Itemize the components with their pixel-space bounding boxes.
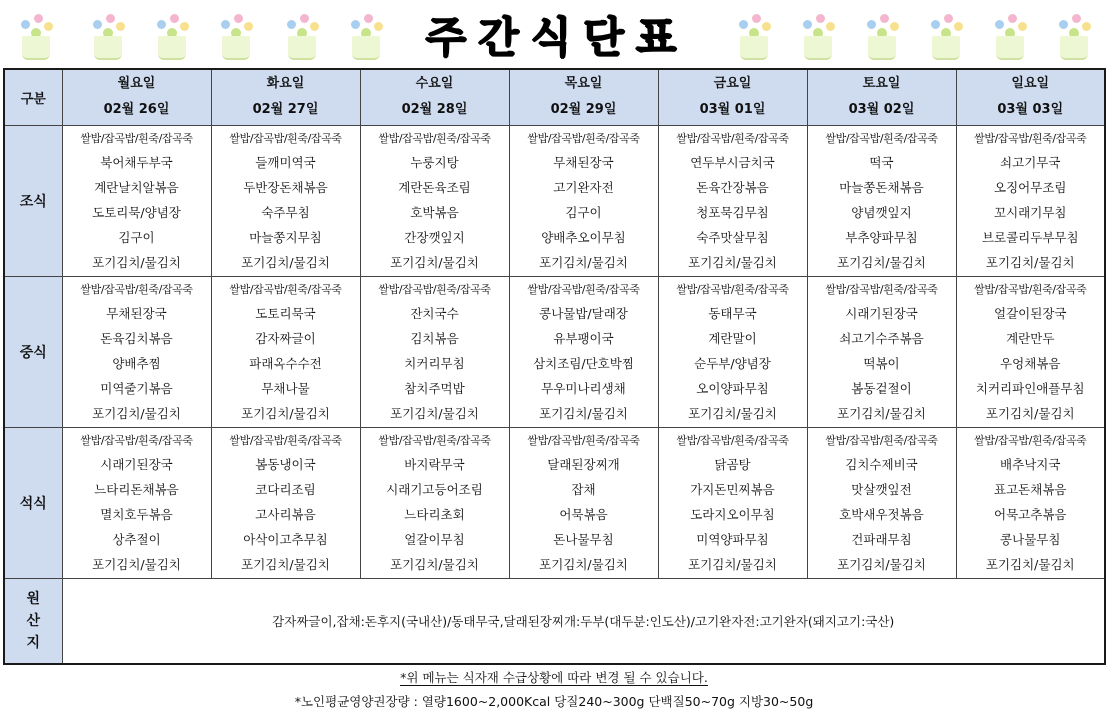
- menu-item: 포기김치/물김치: [241, 405, 330, 421]
- menu-item: 시래기고등어조림: [386, 481, 483, 497]
- staple-options: 쌀밥/잡곡밥/흰죽/잡곡죽: [229, 131, 342, 145]
- menu-item: 파래옥수수전: [249, 355, 322, 371]
- menu-item: 포기김치/물김치: [837, 405, 926, 421]
- day-name: 월요일: [117, 76, 156, 92]
- menu-item: 배추낙지국: [1000, 456, 1061, 472]
- menu-item: 봄동겉절이: [851, 380, 912, 396]
- day-header: [509, 69, 658, 125]
- menu-item: 쇠고기무국: [1000, 154, 1061, 170]
- menu-item: 잡채: [571, 481, 596, 497]
- menu-item: 순두부/양념장: [694, 355, 771, 371]
- flower-pot-icon: [216, 14, 256, 60]
- menu-item: 포기김치/물김치: [985, 405, 1075, 421]
- menu-item: 시래기된장국: [845, 305, 918, 321]
- menu-item: 상추절이: [112, 531, 161, 547]
- menu-item: 돈육간장볶음: [696, 179, 769, 195]
- menu-item: 닭곰탕: [714, 456, 751, 472]
- staple-options: 쌀밥/잡곡밥/흰죽/잡곡죽: [974, 282, 1087, 296]
- menu-item: 무채나물: [261, 380, 310, 396]
- menu-item: 포기김치/물김치: [688, 556, 777, 572]
- menu-item: 포기김치/물김치: [837, 556, 926, 572]
- menu-item: 포기김치/물김치: [92, 405, 181, 421]
- menu-item: 꼬시래기무침: [994, 204, 1067, 220]
- meal-row: [4, 125, 1105, 276]
- day-header: [956, 69, 1105, 125]
- meal-label: 중식: [4, 276, 62, 427]
- menu-item: 어묵고추볶음: [994, 506, 1067, 522]
- menu-item: 무채된장국: [106, 305, 167, 321]
- staple-options: 쌀밥/잡곡밥/흰죽/잡곡죽: [527, 433, 640, 447]
- day-header: [807, 69, 956, 125]
- menu-item: 시래기된장국: [100, 456, 173, 472]
- menu-cell: [360, 427, 509, 578]
- menu-cell: [360, 125, 509, 276]
- menu-cell: [956, 427, 1105, 578]
- menu-item: 미역줄기볶음: [100, 380, 173, 396]
- staple-options: 쌀밥/잡곡밥/흰죽/잡곡죽: [378, 433, 491, 447]
- menu-item: 양념깻잎지: [851, 204, 912, 220]
- flower-pot-icon: [152, 14, 192, 60]
- staple-options: 쌀밥/잡곡밥/흰죽/잡곡죽: [676, 433, 789, 447]
- menu-item: 멸치호두볶음: [100, 506, 173, 522]
- menu-item: 콩나물밥/달래장: [539, 305, 628, 321]
- menu-item: 건파래무침: [851, 531, 912, 547]
- menu-item: 오징어무조림: [994, 179, 1067, 195]
- menu-item: 맛살깻잎전: [851, 481, 912, 497]
- menu-cell: [807, 427, 956, 578]
- staple-options: 쌀밥/잡곡밥/흰죽/잡곡죽: [378, 282, 491, 296]
- menu-item: 양배추오이무침: [541, 229, 626, 245]
- day-name: 금요일: [713, 76, 752, 92]
- title-banner: [0, 0, 1108, 66]
- menu-item: 포기김치/물김치: [837, 254, 926, 270]
- menu-item: 부추양파무침: [845, 229, 918, 245]
- menu-cell: [658, 427, 807, 578]
- menu-item: 김구이: [118, 229, 155, 245]
- menu-item: 포기김치/물김치: [539, 405, 628, 421]
- page-title: 주간식단표: [425, 13, 689, 62]
- staple-options: 쌀밥/잡곡밥/흰죽/잡곡죽: [825, 433, 938, 447]
- menu-item: 호박볶음: [410, 204, 459, 220]
- staple-options: 쌀밥/잡곡밥/흰죽/잡곡죽: [825, 131, 938, 145]
- origin-label: [4, 578, 62, 664]
- day-date: 02월 27일: [252, 102, 319, 118]
- staple-options: 쌀밥/잡곡밥/흰죽/잡곡죽: [378, 131, 491, 145]
- menu-item: 참치주먹밥: [404, 380, 465, 396]
- menu-item: 포기김치/물김치: [92, 254, 181, 270]
- menu-item: 우엉채볶음: [1000, 355, 1061, 371]
- menu-item: 포기김치/물김치: [985, 556, 1075, 572]
- menu-cell: [62, 276, 211, 427]
- menu-item: 마늘쫑돈채볶음: [839, 179, 924, 195]
- meal-label: 조식: [4, 125, 62, 276]
- menu-item: 청포묵김무침: [696, 204, 769, 220]
- day-date: 03월 03일: [997, 102, 1064, 118]
- meal-row: [4, 276, 1105, 427]
- menu-item: 무우미나리생채: [541, 380, 626, 396]
- day-date: 03월 02일: [848, 102, 915, 118]
- staple-options: 쌀밥/잡곡밥/흰죽/잡곡죽: [80, 131, 193, 145]
- menu-item: 숙주맛살무침: [696, 229, 769, 245]
- menu-cell: [360, 276, 509, 427]
- menu-item: 계란날치알볶음: [94, 179, 179, 195]
- day-name: 일요일: [1011, 76, 1050, 92]
- menu-item: 오이양파무침: [696, 380, 769, 396]
- menu-cell: [509, 276, 658, 427]
- menu-item: 무채된장국: [553, 154, 614, 170]
- menu-item: 계란만두: [1006, 330, 1055, 346]
- day-header: [62, 69, 211, 125]
- menu-item: 얼갈이무침: [404, 531, 465, 547]
- menu-cell: [211, 125, 360, 276]
- menu-item: 포기김치/물김치: [241, 254, 330, 270]
- menu-cell: [807, 125, 956, 276]
- staple-options: 쌀밥/잡곡밥/흰죽/잡곡죽: [229, 433, 342, 447]
- menu-item: 느타리초회: [404, 506, 465, 522]
- staple-options: 쌀밥/잡곡밥/흰죽/잡곡죽: [676, 282, 789, 296]
- day-name: 목요일: [564, 76, 603, 92]
- menu-item: 미역양파무침: [696, 531, 769, 547]
- menu-item: 포기김치/물김치: [688, 405, 777, 421]
- staple-options: 쌀밥/잡곡밥/흰죽/잡곡죽: [527, 131, 640, 145]
- change-notice-text: *위 메뉴는 식자재 수급상황에 따라 변경 될 수 있습니다.: [400, 670, 708, 685]
- staple-options: 쌀밥/잡곡밥/흰죽/잡곡죽: [974, 131, 1087, 145]
- menu-item: 누룽지탕: [410, 154, 459, 170]
- menu-cell: [658, 276, 807, 427]
- flower-pot-icon: [798, 14, 838, 60]
- flower-pot-icon: [346, 14, 386, 60]
- menu-cell: [211, 427, 360, 578]
- origin-label-char: 산: [26, 612, 41, 629]
- menu-item: 연두부시금치국: [690, 154, 775, 170]
- meal-row: [4, 427, 1105, 578]
- menu-item: 돈육김치볶음: [100, 330, 173, 346]
- menu-item: 브로콜리두부무침: [981, 229, 1079, 245]
- day-name: 수요일: [415, 76, 454, 92]
- day-header: [658, 69, 807, 125]
- weekly-menu-table: [3, 68, 1106, 665]
- origin-label-char: 원: [26, 590, 41, 607]
- menu-item: 얼갈이된장국: [994, 305, 1067, 321]
- menu-item: 포기김치/물김치: [92, 556, 181, 572]
- menu-item: 쇠고기수주볶음: [839, 330, 924, 346]
- origin-text: 감자짜글이,잡채:돈후지(국내산)/동태무국,달래된장찌개:두부(대두분:인도산)/고기완자전:고기완자(돼지고기:국산): [62, 578, 1105, 664]
- menu-item: 김치볶음: [410, 330, 459, 346]
- menu-item: 포기김치/물김치: [539, 556, 628, 572]
- staple-options: 쌀밥/잡곡밥/흰죽/잡곡죽: [80, 433, 193, 447]
- day-header: [211, 69, 360, 125]
- menu-item: 감자짜글이: [255, 330, 316, 346]
- menu-item: 콩나물무침: [1000, 531, 1061, 547]
- menu-item: 계란말이: [708, 330, 757, 346]
- menu-item: 어묵볶음: [559, 506, 608, 522]
- menu-item: 북어채두부국: [100, 154, 173, 170]
- menu-item: 가지돈민찌볶음: [690, 481, 775, 497]
- menu-item: 도토리묵/양념장: [92, 204, 181, 220]
- menu-cell: [956, 125, 1105, 276]
- menu-cell: [509, 125, 658, 276]
- menu-item: 포기김치/물김치: [688, 254, 777, 270]
- menu-item: 삼치조림/단호박찜: [533, 355, 634, 371]
- menu-item: 유부팽이국: [553, 330, 614, 346]
- menu-item: 치커리무침: [404, 355, 465, 371]
- menu-item: 숙주무침: [261, 204, 310, 220]
- menu-item: 포기김치/물김치: [390, 405, 479, 421]
- menu-item: 잔치국수: [410, 305, 459, 321]
- day-date: 02월 28일: [401, 102, 468, 118]
- menu-item: 두반장돈채볶음: [243, 179, 328, 195]
- menu-item: 간장깻잎지: [404, 229, 465, 245]
- menu-cell: [509, 427, 658, 578]
- menu-item: 포기김치/물김치: [241, 556, 330, 572]
- day-name: 화요일: [266, 76, 305, 92]
- origin-label-char: 지: [26, 634, 41, 651]
- menu-cell: [62, 427, 211, 578]
- category-header: 구분: [4, 69, 62, 125]
- menu-item: 호박새우젓볶음: [839, 506, 924, 522]
- menu-item: 포기김치/물김치: [390, 556, 479, 572]
- menu-item: 포기김치/물김치: [985, 254, 1075, 270]
- menu-cell: [658, 125, 807, 276]
- menu-item: 떡국: [869, 154, 894, 170]
- flower-pot-icon: [926, 14, 966, 60]
- menu-item: 표고돈채볶음: [994, 481, 1067, 497]
- menu-item: 치커리파인애플무침: [975, 380, 1085, 396]
- menu-item: 달래된장찌개: [547, 456, 620, 472]
- menu-cell: [956, 276, 1105, 427]
- staple-options: 쌀밥/잡곡밥/흰죽/잡곡죽: [676, 131, 789, 145]
- menu-item: 양배추찜: [112, 355, 161, 371]
- menu-item: 동태무국: [708, 305, 757, 321]
- menu-cell: [62, 125, 211, 276]
- menu-item: 코다리조림: [255, 481, 316, 497]
- flower-pot-icon: [990, 14, 1030, 60]
- meal-label: 석식: [4, 427, 62, 578]
- menu-item: 포기김치/물김치: [390, 254, 479, 270]
- menu-cell: [807, 276, 956, 427]
- origin-row: [4, 578, 1105, 664]
- flower-pot-icon: [16, 14, 56, 60]
- staple-options: 쌀밥/잡곡밥/흰죽/잡곡죽: [80, 282, 193, 296]
- flower-pot-icon: [1054, 14, 1094, 60]
- flower-pot-icon: [734, 14, 774, 60]
- flower-pot-icon: [88, 14, 128, 60]
- menu-cell: [211, 276, 360, 427]
- header-row: [4, 69, 1105, 125]
- menu-item: 도라지오이무침: [690, 506, 775, 522]
- day-name: 토요일: [862, 76, 901, 92]
- menu-item: 떡볶이: [863, 355, 900, 371]
- menu-item: 고사리볶음: [255, 506, 316, 522]
- staple-options: 쌀밥/잡곡밥/흰죽/잡곡죽: [825, 282, 938, 296]
- staple-options: 쌀밥/잡곡밥/흰죽/잡곡죽: [974, 433, 1087, 447]
- menu-item: 김구이: [565, 204, 602, 220]
- day-date: 02월 29일: [550, 102, 617, 118]
- menu-item: 돈나물무침: [553, 531, 614, 547]
- menu-item: 아삭이고추무침: [243, 531, 328, 547]
- menu-item: 느타리돈채볶음: [94, 481, 179, 497]
- staple-options: 쌀밥/잡곡밥/흰죽/잡곡죽: [229, 282, 342, 296]
- staple-options: 쌀밥/잡곡밥/흰죽/잡곡죽: [527, 282, 640, 296]
- day-date: 03월 01일: [699, 102, 766, 118]
- day-date: 02월 26일: [103, 102, 170, 118]
- flower-pot-icon: [282, 14, 322, 60]
- menu-item: 바지락무국: [404, 456, 465, 472]
- menu-item: 도토리묵국: [255, 305, 316, 321]
- menu-table-body: [4, 69, 1105, 664]
- menu-item: 들깨미역국: [255, 154, 316, 170]
- menu-item: 봄동냉이국: [255, 456, 316, 472]
- flower-pot-icon: [862, 14, 902, 60]
- menu-item: 포기김치/물김치: [539, 254, 628, 270]
- menu-item: 계란돈육조림: [398, 179, 471, 195]
- change-notice: [0, 668, 1108, 686]
- menu-item: 고기완자전: [553, 179, 614, 195]
- menu-item: 마늘쫑지무침: [249, 229, 322, 245]
- nutrition-note: *노인평균영양권장량 : 열량1600~2,000Kcal 당질240~300g 단백질50~70g 지방30~50g: [294, 694, 814, 709]
- day-header: [360, 69, 509, 125]
- menu-item: 김치수제비국: [845, 456, 918, 472]
